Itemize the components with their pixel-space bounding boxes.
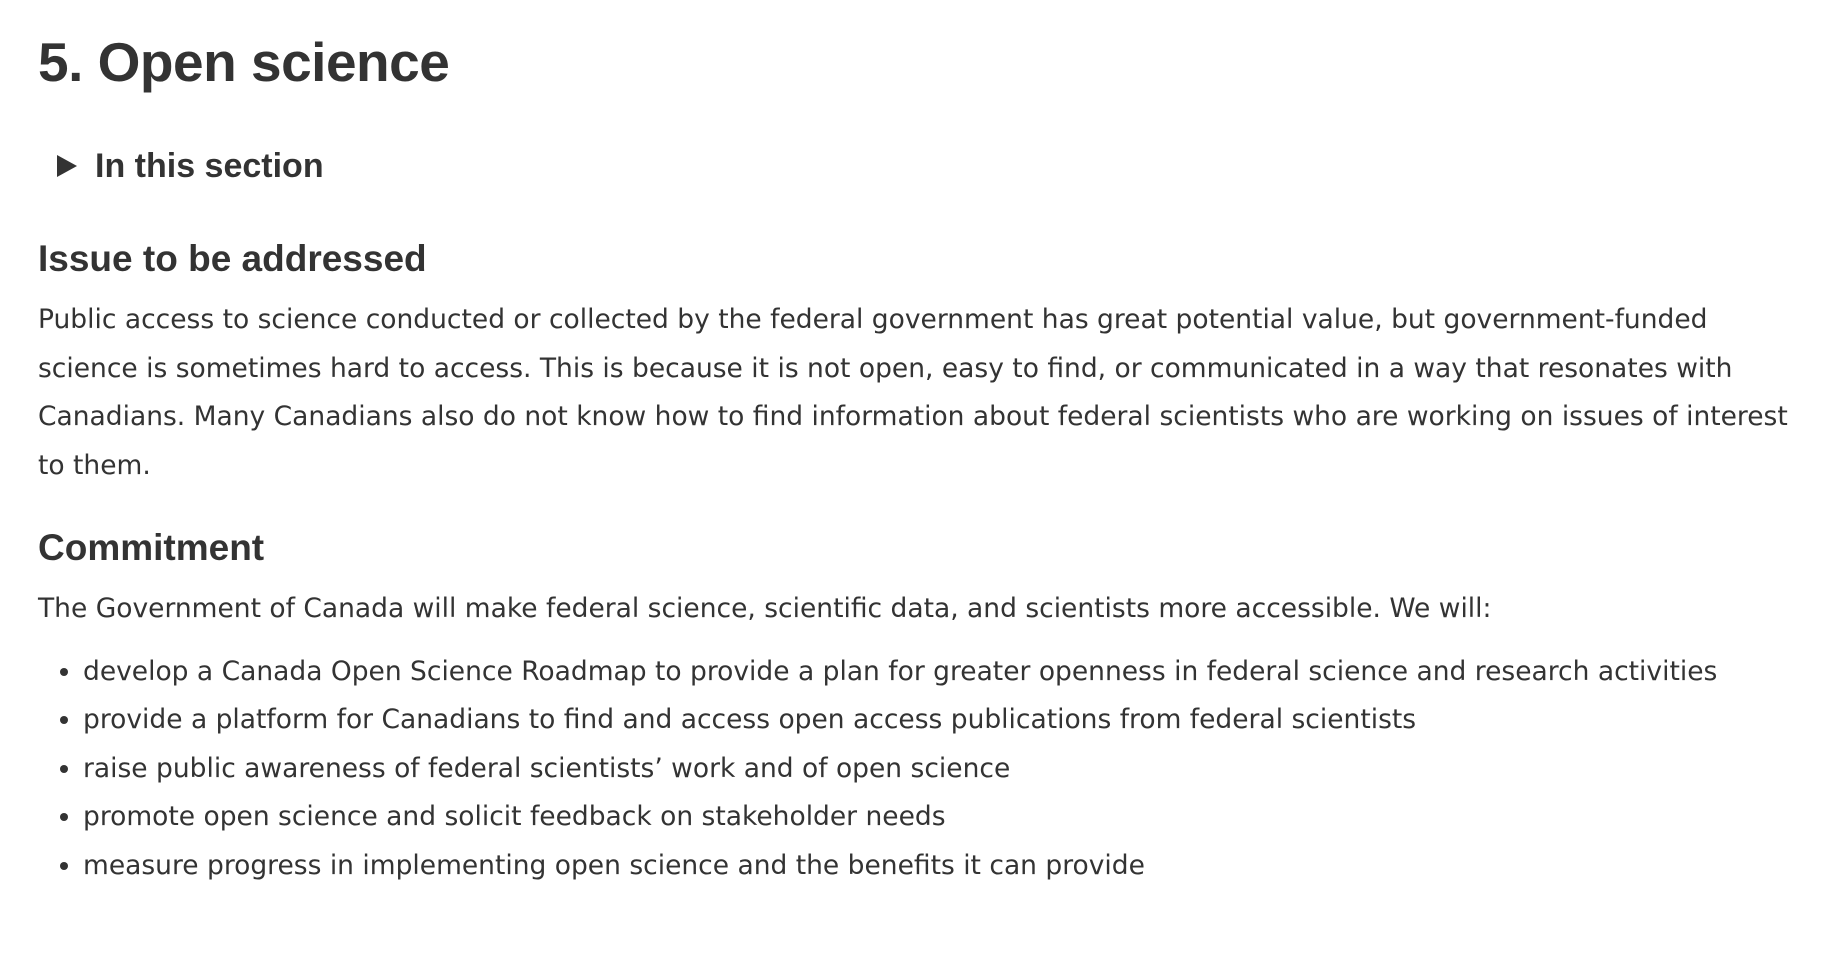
commitment-heading: Commitment (38, 527, 265, 568)
list-item: • raise public awareness of federal scientists’ work and of open science (83, 745, 1796, 794)
list-item: • provide a platform for Canadians to find and access open access publications from federal scientists (83, 696, 1796, 745)
in-this-section-label: In this section (95, 146, 324, 185)
in-this-section-toggle[interactable] (38, 146, 1796, 186)
page-title: 5. Open science (38, 31, 450, 93)
commitment-intro: The Government of Canada will make federal science, scientific data, and scientists more accessible. We will: (38, 593, 1492, 624)
issue-paragraph: Public access to science conducted or collected by the federal government has great potential value, but government-funded science is sometimes hard to access. This is because it is not open, easy to find, or communicated in a way that resonates with Canadians. Many Canadians also do not know how to find information about federal scientists who are working on issues of interest to them. (38, 304, 1788, 481)
list-item: • develop a Canada Open Science Roadmap to provide a plan for greater openness in federal science and research activities (83, 648, 1796, 697)
commitment-list (38, 648, 1796, 891)
triangle-right-icon (57, 155, 77, 177)
issue-heading: Issue to be addressed (38, 238, 427, 279)
list-item: • measure progress in implementing open science and the benefits it can provide (83, 842, 1796, 891)
list-item: • promote open science and solicit feedback on stakeholder needs (83, 793, 1796, 842)
